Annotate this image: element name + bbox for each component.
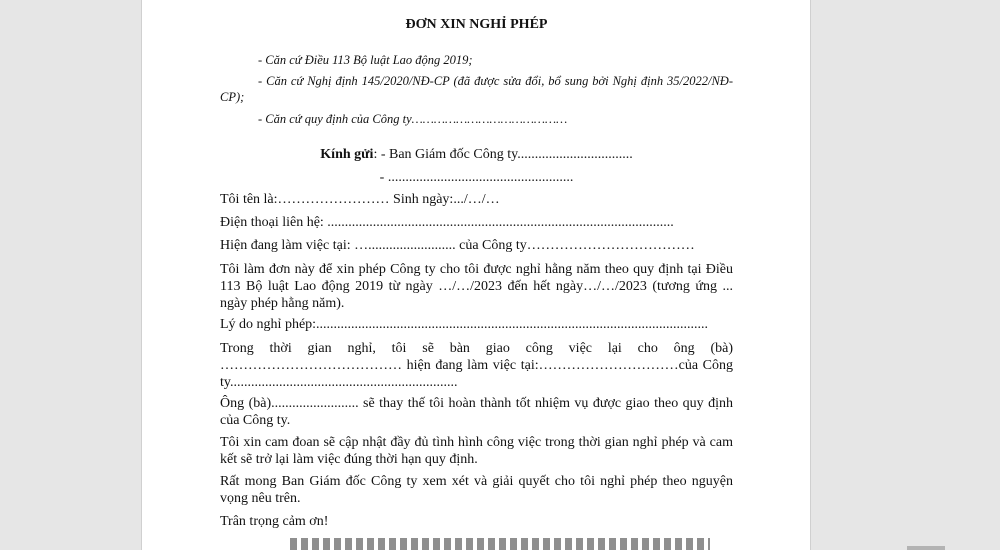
document-body: [220, 0, 733, 550]
document-page: [141, 0, 811, 550]
scrollbar-thumb[interactable]: [907, 546, 945, 550]
leave-request-paragraph: Tôi làm đơn này để xin phép Công ty cho tôi được nghỉ hằng năm theo quy định tại Điều 113 Bộ luật Lao động 2019 từ ngày …/…/2023 đến hết ngày…/…/2023 (tương ứng ... ngày phép hằng năm).: [220, 262, 733, 311]
workplace-line: Hiện đang làm việc tại: …......................... của Công ty………………………………: [220, 238, 695, 253]
handover-paragraph: Trong thời gian nghỉ, tôi sẽ bàn giao công việc lại cho ông (bà) ………………………………… hiện đang làm việc tại:…………………………của Công ty.................................................................: [220, 341, 733, 390]
name-birth-line: Tôi tên là:…………………… Sinh ngày:.../…/…: [220, 192, 500, 207]
recipient-label: Kính gửi: [320, 147, 374, 162]
replacement-paragraph: Ông (bà)......................... sẽ thay thế tôi hoàn thành tốt nhiệm vụ được giao theo quy định của Công ty.: [220, 396, 733, 428]
basis-line-2: - Căn cứ Nghị định 145/2020/NĐ-CP (đã được sửa đổi, bổ sung bởi Nghị định 35/2022/NĐ-CP);: [220, 74, 733, 104]
basis-line-3: - Căn cứ quy định của Công ty……………………………………: [258, 112, 568, 126]
cutoff-text-fragment: [290, 538, 710, 550]
recipient-line-2: [220, 169, 733, 186]
recipient-value-1: : - Ban Giám đốc Công ty.................................: [373, 147, 633, 162]
phone-line: Điện thoại liên hệ: ...................................................................................................: [220, 215, 674, 230]
recipient-line-1: [220, 146, 733, 163]
document-title: ĐƠN XIN NGHỈ PHÉP: [405, 17, 548, 32]
leave-reason-line: Lý do nghỉ phép:................................................................................................................: [220, 317, 709, 332]
basis-line-1: - Căn cứ Điều 113 Bộ luật Lao động 2019;: [258, 53, 473, 67]
request-paragraph: Rất mong Ban Giám đốc Công ty xem xét và giải quyết cho tôi nghỉ phép theo nguyện vọng nêu trên.: [220, 474, 733, 506]
commitment-paragraph: Tôi xin cam đoan sẽ cập nhật đầy đủ tình hình công việc trong thời gian nghỉ phép và cam kết sẽ trở lại làm việc đúng thời hạn quy định.: [220, 435, 733, 467]
closing-line: Trân trọng cảm ơn!: [220, 514, 329, 529]
recipient-value-2: - .....................................................: [379, 170, 574, 185]
